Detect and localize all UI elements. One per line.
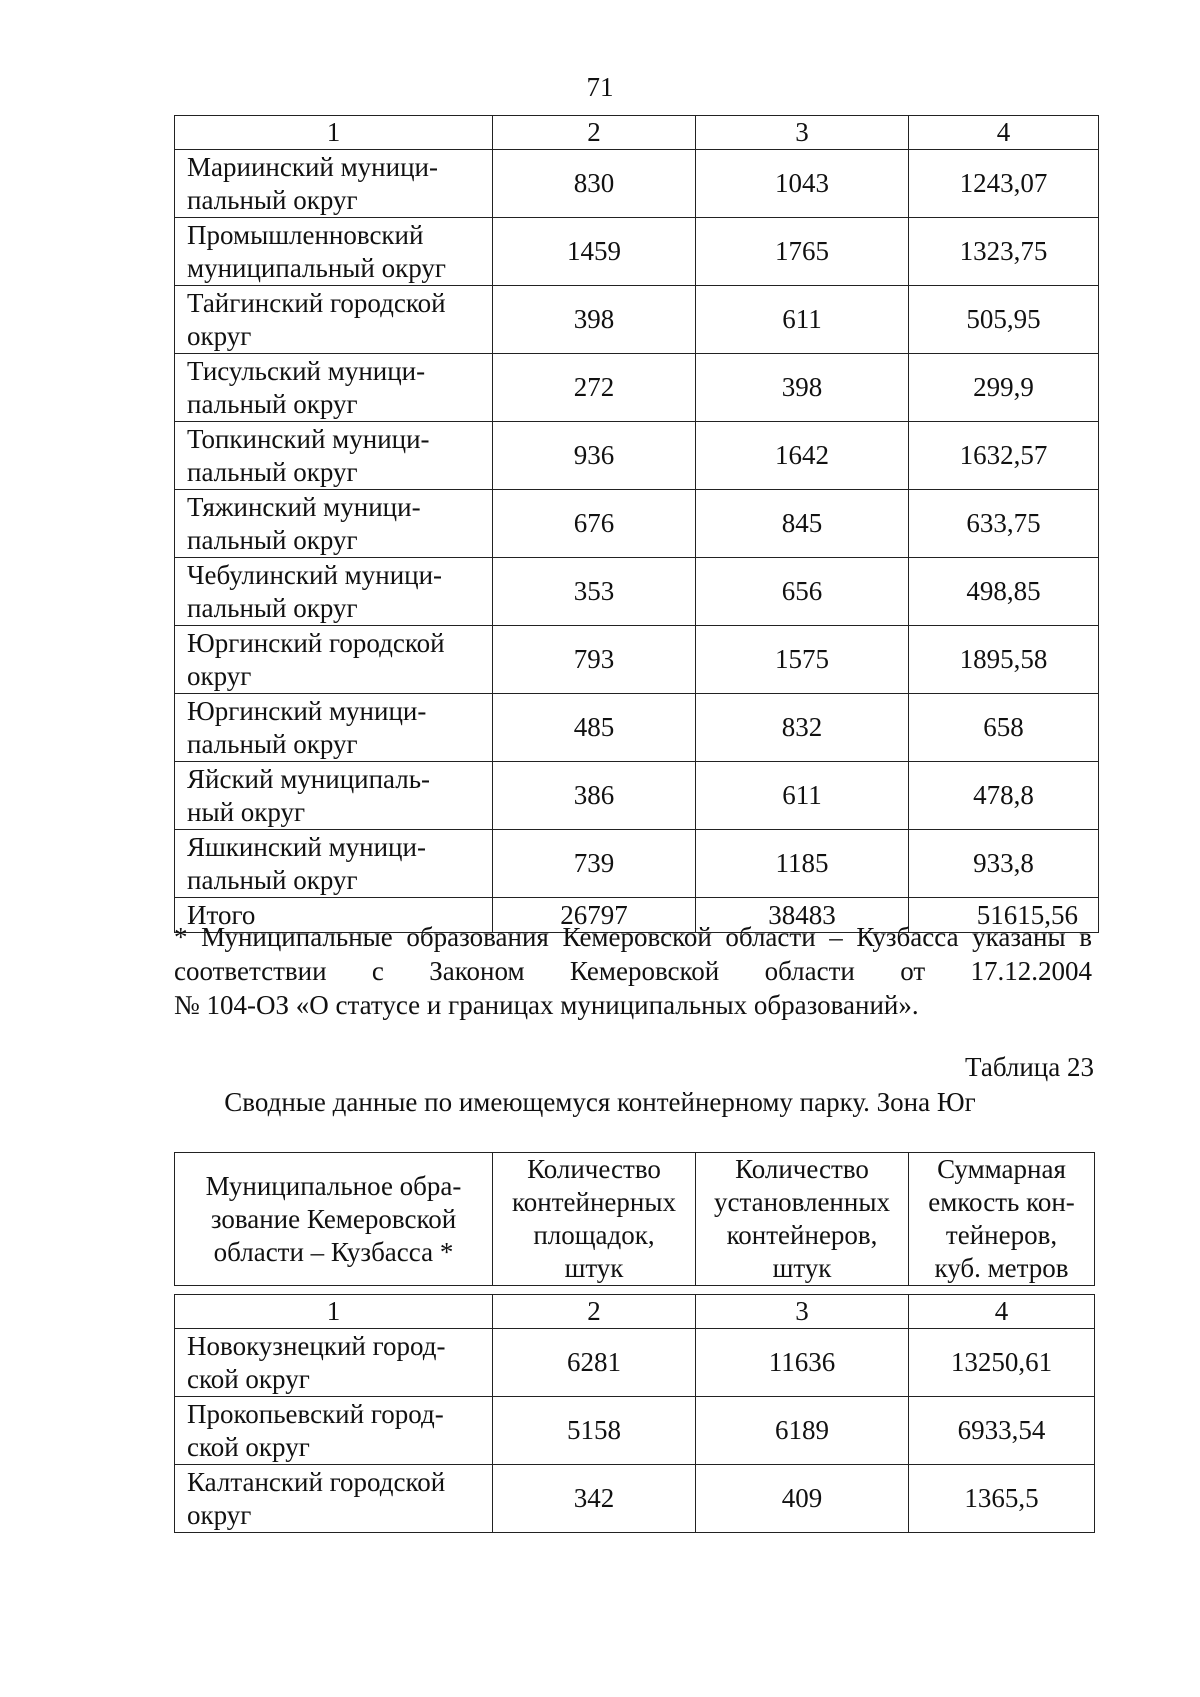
footnote-line: * Муниципальные образования Кемеровской области – Кузбасса указаны в [174,922,1092,952]
containers-count: 1043 [696,150,909,218]
header-line: емкость кон- [928,1187,1075,1217]
name-line: Тисульский муници- [187,355,426,386]
total-capacity: 6933,54 [909,1397,1095,1465]
header-containers [696,1153,909,1286]
name-line: ской округ [187,1363,310,1394]
total-label: Итого [175,898,493,933]
total-capacity: 1243,07 [909,150,1099,218]
total-capacity: 1365,5 [909,1465,1095,1533]
containers-count: 409 [696,1465,909,1533]
total-capacity: 658 [909,694,1099,762]
sites-count: 342 [493,1465,696,1533]
column-index-cell: 4 [909,116,1099,150]
column-index-cell: 4 [909,1295,1095,1329]
municipality-name [175,558,493,626]
containers-count: 832 [696,694,909,762]
table-row [175,1465,1095,1533]
containers-count: 1185 [696,830,909,898]
name-line: Тяжинский муници- [187,491,421,522]
header-capacity [909,1153,1095,1286]
total-capacity-sum: 51615,56 [909,898,1099,933]
column-index-cell: 2 [493,1295,696,1329]
municipality-name [175,286,493,354]
name-line: Промышленновский [187,219,424,250]
name-line: Юргинский муници- [187,695,427,726]
continued-table [174,115,1099,933]
header-line: контейнерных [512,1187,676,1217]
municipality-name [175,422,493,490]
sites-count: 386 [493,762,696,830]
sites-count: 353 [493,558,696,626]
header-line: площадок, [533,1220,655,1250]
header-row [175,1153,1095,1286]
table-title: Сводные данные по имеющемуся контейнерному парку. Зона Юг [224,1087,976,1117]
header-line: тейнеров, [945,1220,1058,1250]
header-line: контейнеров, [726,1220,878,1250]
name-line: пальный округ [187,728,358,759]
municipality-name [175,830,493,898]
column-index-cell: 3 [696,116,909,150]
total-capacity: 633,75 [909,490,1099,558]
name-line: пальный округ [187,388,358,419]
total-capacity: 498,85 [909,558,1099,626]
name-line: ской округ [187,1431,310,1462]
containers-count: 611 [696,286,909,354]
footnote-line: соответствии с Законом Кемеровской области от 17.12.2004 [174,956,1092,986]
sites-count: 739 [493,830,696,898]
column-index-cell: 1 [175,116,493,150]
total-capacity: 1632,57 [909,422,1099,490]
name-line: округ [187,660,252,691]
footnote-line: № 104-ОЗ «О статусе и границах муниципальных образований». [174,990,919,1020]
municipality-name [175,490,493,558]
header-sites [493,1153,696,1286]
name-line: Яйский муниципаль- [187,763,431,794]
container-park-table [174,1152,1095,1533]
total-capacity: 1323,75 [909,218,1099,286]
containers-count: 6189 [696,1397,909,1465]
sites-count: 676 [493,490,696,558]
municipality-name [175,150,493,218]
containers-count: 656 [696,558,909,626]
name-line: Тайгинский городской [187,287,446,318]
header-line: куб. метров [934,1253,1069,1283]
table-row [175,422,1099,490]
name-line: пальный округ [187,864,358,895]
sites-count: 5158 [493,1397,696,1465]
header-line: штук [772,1253,832,1283]
municipality-name [175,218,493,286]
page-number: 71 [586,72,614,102]
name-line: пальный округ [187,592,358,623]
name-line: Яшкинский муници- [187,831,426,862]
table-row [175,354,1099,422]
table-row [175,218,1099,286]
header-line: Количество [527,1154,661,1184]
header-line: зование Кемеровской [210,1203,457,1234]
header-line: Суммарная [937,1154,1066,1184]
total-containers: 38483 [696,898,909,933]
containers-count: 398 [696,354,909,422]
name-line: Чебулинский муници- [187,559,443,590]
header-line: Количество [735,1154,869,1184]
sites-count: 793 [493,626,696,694]
table-number: Таблица 23 [965,1052,1094,1082]
name-line: Топкинский муници- [187,423,430,454]
header-line: штук [564,1253,624,1283]
municipality-name [175,1329,493,1397]
header-municipality [175,1153,493,1286]
municipality-name [175,694,493,762]
containers-count: 845 [696,490,909,558]
column-index-row [175,116,1099,150]
name-line: округ [187,1499,252,1530]
table-row [175,694,1099,762]
municipality-name [175,1397,493,1465]
footnote [174,920,1092,1022]
total-capacity: 299,9 [909,354,1099,422]
total-capacity: 505,95 [909,286,1099,354]
sites-count: 485 [493,694,696,762]
name-line: пальный округ [187,184,358,215]
total-capacity: 13250,61 [909,1329,1095,1397]
column-index-cell: 2 [493,116,696,150]
name-line: ный округ [187,796,306,827]
total-capacity: 478,8 [909,762,1099,830]
column-index-cell: 3 [696,1295,909,1329]
header-line: Муниципальное обра- [205,1170,462,1201]
table-row [175,626,1099,694]
table-row [175,1397,1095,1465]
containers-count: 611 [696,762,909,830]
sites-count: 936 [493,422,696,490]
name-line: Новокузнецкий город- [187,1330,446,1361]
column-index-row [175,1295,1095,1329]
table-row [175,150,1099,218]
name-line: муниципальный округ [187,252,446,283]
containers-count: 1765 [696,218,909,286]
table-row [175,762,1099,830]
sites-count: 272 [493,354,696,422]
header-line: установленных [714,1187,890,1217]
sites-count: 398 [493,286,696,354]
name-line: Калтанский городской [187,1466,446,1497]
gap-cell [175,1286,1095,1295]
sites-count: 1459 [493,218,696,286]
header-line: области – Кузбасса * [213,1236,454,1267]
table-row [175,558,1099,626]
name-line: округ [187,320,252,351]
municipality-name [175,626,493,694]
table-row [175,830,1099,898]
sites-count: 6281 [493,1329,696,1397]
name-line: пальный округ [187,456,358,487]
table-row [175,490,1099,558]
total-sites: 26797 [493,898,696,933]
total-capacity: 1895,58 [909,626,1099,694]
column-index-cell: 1 [175,1295,493,1329]
total-capacity: 933,8 [909,830,1099,898]
containers-count: 11636 [696,1329,909,1397]
municipality-name [175,1465,493,1533]
containers-count: 1642 [696,422,909,490]
name-line: Мариинский муници- [187,151,438,182]
header-gap [175,1286,1095,1295]
table-row [175,286,1099,354]
name-line: Юргинский городской [187,627,445,658]
containers-count: 1575 [696,626,909,694]
municipality-name [175,762,493,830]
sites-count: 830 [493,150,696,218]
municipality-name [175,354,493,422]
name-line: пальный округ [187,524,358,555]
name-line: Прокопьевский город- [187,1398,444,1429]
table-row [175,1329,1095,1397]
